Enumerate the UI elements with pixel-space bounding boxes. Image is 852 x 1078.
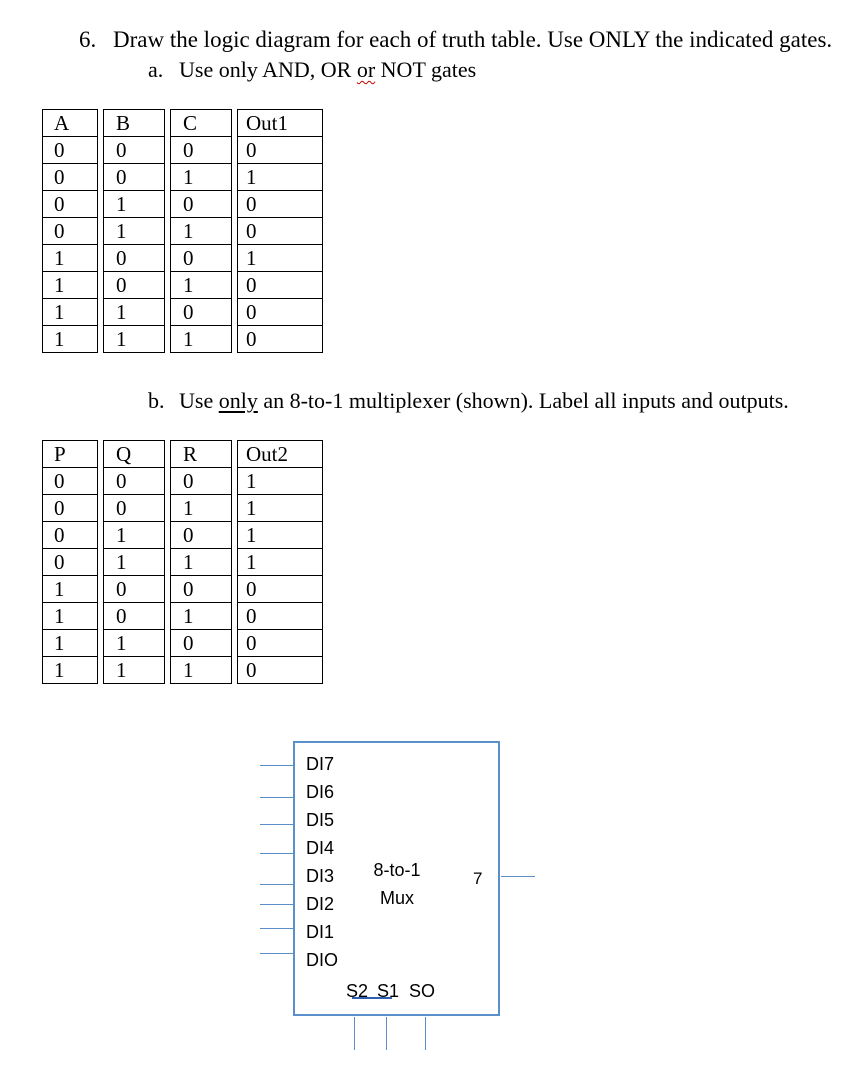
- table-cell: 0: [43, 164, 98, 191]
- mux-input-label: DI7: [306, 754, 335, 774]
- table-cell: 0: [43, 218, 98, 245]
- table-cell: 1: [238, 522, 323, 549]
- table-cell: 1: [104, 522, 165, 549]
- question-title: [79, 27, 832, 53]
- mux-input-label: DI2: [306, 894, 335, 914]
- table-row: [43, 191, 323, 218]
- underlined-word: only: [218, 388, 258, 413]
- table-cell: 1: [104, 326, 165, 353]
- table-cell: 0: [43, 549, 98, 576]
- table-row: [43, 164, 323, 191]
- table-cell: 0: [238, 630, 323, 657]
- mux-input-line-5: [260, 824, 293, 825]
- mux-input-line-1: [260, 928, 293, 929]
- table-cell: 1: [43, 657, 98, 684]
- table-cell: 0: [43, 522, 98, 549]
- part-b-instruction: [148, 388, 789, 414]
- table-cell: 0: [238, 657, 323, 684]
- mux-name-line1: 8-to-1: [373, 860, 421, 880]
- table-cell: 1: [238, 549, 323, 576]
- table-cell: 1: [104, 549, 165, 576]
- table-cell: 0: [171, 137, 232, 164]
- table-cell: 1: [43, 245, 98, 272]
- mux-select-label-s2: S2: [346, 981, 369, 1001]
- table-row: [43, 326, 323, 353]
- part-b-text: Use: [179, 388, 219, 413]
- table-cell: 0: [104, 137, 165, 164]
- part-a-label: a.: [148, 57, 164, 82]
- table-row: [43, 218, 323, 245]
- table-cell: 0: [104, 603, 165, 630]
- table-cell: 0: [171, 299, 232, 326]
- mux-select-label-s0: SO: [409, 981, 436, 1001]
- table-cell: 0: [104, 245, 165, 272]
- table-cell: 1: [43, 603, 98, 630]
- table-cell: 1: [171, 272, 232, 299]
- table-cell: 0: [104, 576, 165, 603]
- mux-select-line-s2: [354, 1017, 355, 1050]
- table-row: [43, 272, 323, 299]
- table-cell: 0: [43, 495, 98, 522]
- table-cell: P: [43, 441, 98, 468]
- question-number: 6.: [79, 27, 97, 52]
- mux-input-label: DI4: [306, 838, 335, 858]
- table-cell: C: [171, 110, 232, 137]
- table-cell: 0: [171, 630, 232, 657]
- table-cell: 1: [171, 218, 232, 245]
- mux-name: [367, 856, 427, 912]
- table-cell: 0: [171, 245, 232, 272]
- table-cell: A: [43, 110, 98, 137]
- mux-select-line-s1: [386, 1017, 387, 1050]
- table-cell: 0: [43, 468, 98, 495]
- table-cell: 0: [238, 576, 323, 603]
- table-cell: 0: [104, 495, 165, 522]
- mux-input-label: DI6: [306, 782, 335, 802]
- mux-input-line-0: [260, 953, 293, 954]
- table-cell: 0: [43, 191, 98, 218]
- table-header-row: [43, 441, 323, 468]
- table-cell: Out1: [238, 110, 323, 137]
- table-cell: 0: [238, 137, 323, 164]
- table-row: [43, 630, 323, 657]
- table-row: [43, 603, 323, 630]
- table-row: [43, 522, 323, 549]
- table-cell: 1: [104, 657, 165, 684]
- table-cell: 0: [171, 468, 232, 495]
- table-cell: Out2: [238, 441, 323, 468]
- select-underline-mark: [352, 997, 392, 999]
- mux-name-line2: Mux: [379, 888, 414, 908]
- table-row: [43, 549, 323, 576]
- table-cell: 0: [171, 522, 232, 549]
- table-cell: 1: [171, 603, 232, 630]
- table-cell: 0: [104, 164, 165, 191]
- table-cell: 1: [171, 164, 232, 191]
- part-a-text-end: NOT gates: [375, 57, 477, 82]
- table-row: [43, 468, 323, 495]
- mux-input-line-3: [260, 884, 293, 885]
- table-header-row: [43, 110, 323, 137]
- table-cell: 1: [104, 299, 165, 326]
- table-cell: 1: [43, 326, 98, 353]
- table-cell: Q: [104, 441, 165, 468]
- table-cell: 1: [43, 576, 98, 603]
- table-row: [43, 137, 323, 164]
- table-cell: 1: [238, 245, 323, 272]
- mux-output-label: 7: [473, 869, 483, 888]
- part-a-text: Use only AND, OR: [179, 57, 357, 82]
- table-cell: 1: [171, 326, 232, 353]
- mux-input-line-6: [260, 797, 293, 798]
- table-cell: B: [104, 110, 165, 137]
- mux-output-line: [501, 876, 535, 877]
- table-row: [43, 657, 323, 684]
- table-cell: 1: [43, 299, 98, 326]
- mux-input-label: DIO: [306, 950, 339, 970]
- mux-input-line-4: [260, 853, 293, 854]
- question-text: Draw the logic diagram for each of truth table. Use ONLY the indicated gates.: [113, 27, 833, 52]
- table-cell: 1: [238, 495, 323, 522]
- table-cell: 0: [238, 272, 323, 299]
- mux-input-label: DI5: [306, 810, 335, 830]
- part-b-label: b.: [148, 388, 165, 413]
- table-cell: 1: [104, 191, 165, 218]
- table-cell: 1: [238, 164, 323, 191]
- table-row: [43, 576, 323, 603]
- table-cell: 0: [238, 299, 323, 326]
- truth-table-2: [42, 440, 323, 684]
- table-row: [43, 299, 323, 326]
- table-cell: 0: [238, 603, 323, 630]
- table-cell: 0: [238, 218, 323, 245]
- table-cell: R: [171, 441, 232, 468]
- table-cell: 1: [171, 549, 232, 576]
- table-cell: 0: [238, 191, 323, 218]
- table-row: [43, 245, 323, 272]
- table-row: [43, 495, 323, 522]
- table-cell: 0: [43, 137, 98, 164]
- table-cell: 1: [43, 272, 98, 299]
- table-cell: 1: [43, 630, 98, 657]
- mux-input-line-2: [260, 904, 293, 905]
- mux-select-line-s0: [425, 1017, 426, 1050]
- spellcheck-word: or: [356, 57, 376, 82]
- mux-input-line-7: [260, 765, 293, 766]
- table-cell: 1: [104, 218, 165, 245]
- table-cell: 1: [171, 657, 232, 684]
- mux-input-label: DI1: [306, 922, 335, 942]
- table-cell: 0: [171, 576, 232, 603]
- table-cell: 0: [104, 468, 165, 495]
- table-cell: 1: [171, 495, 232, 522]
- mux-select-label-s1: S1: [377, 981, 400, 1001]
- mux-input-label: DI3: [306, 866, 335, 886]
- table-cell: 1: [104, 630, 165, 657]
- table-cell: 1: [238, 468, 323, 495]
- part-b-text-end: an 8-to-1 multiplexer (shown). Label all inputs and outputs.: [257, 388, 789, 413]
- part-a-instruction: [148, 57, 476, 83]
- table-cell: 0: [171, 191, 232, 218]
- table-cell: 0: [104, 272, 165, 299]
- table-cell: 0: [238, 326, 323, 353]
- truth-table-1: [42, 109, 323, 353]
